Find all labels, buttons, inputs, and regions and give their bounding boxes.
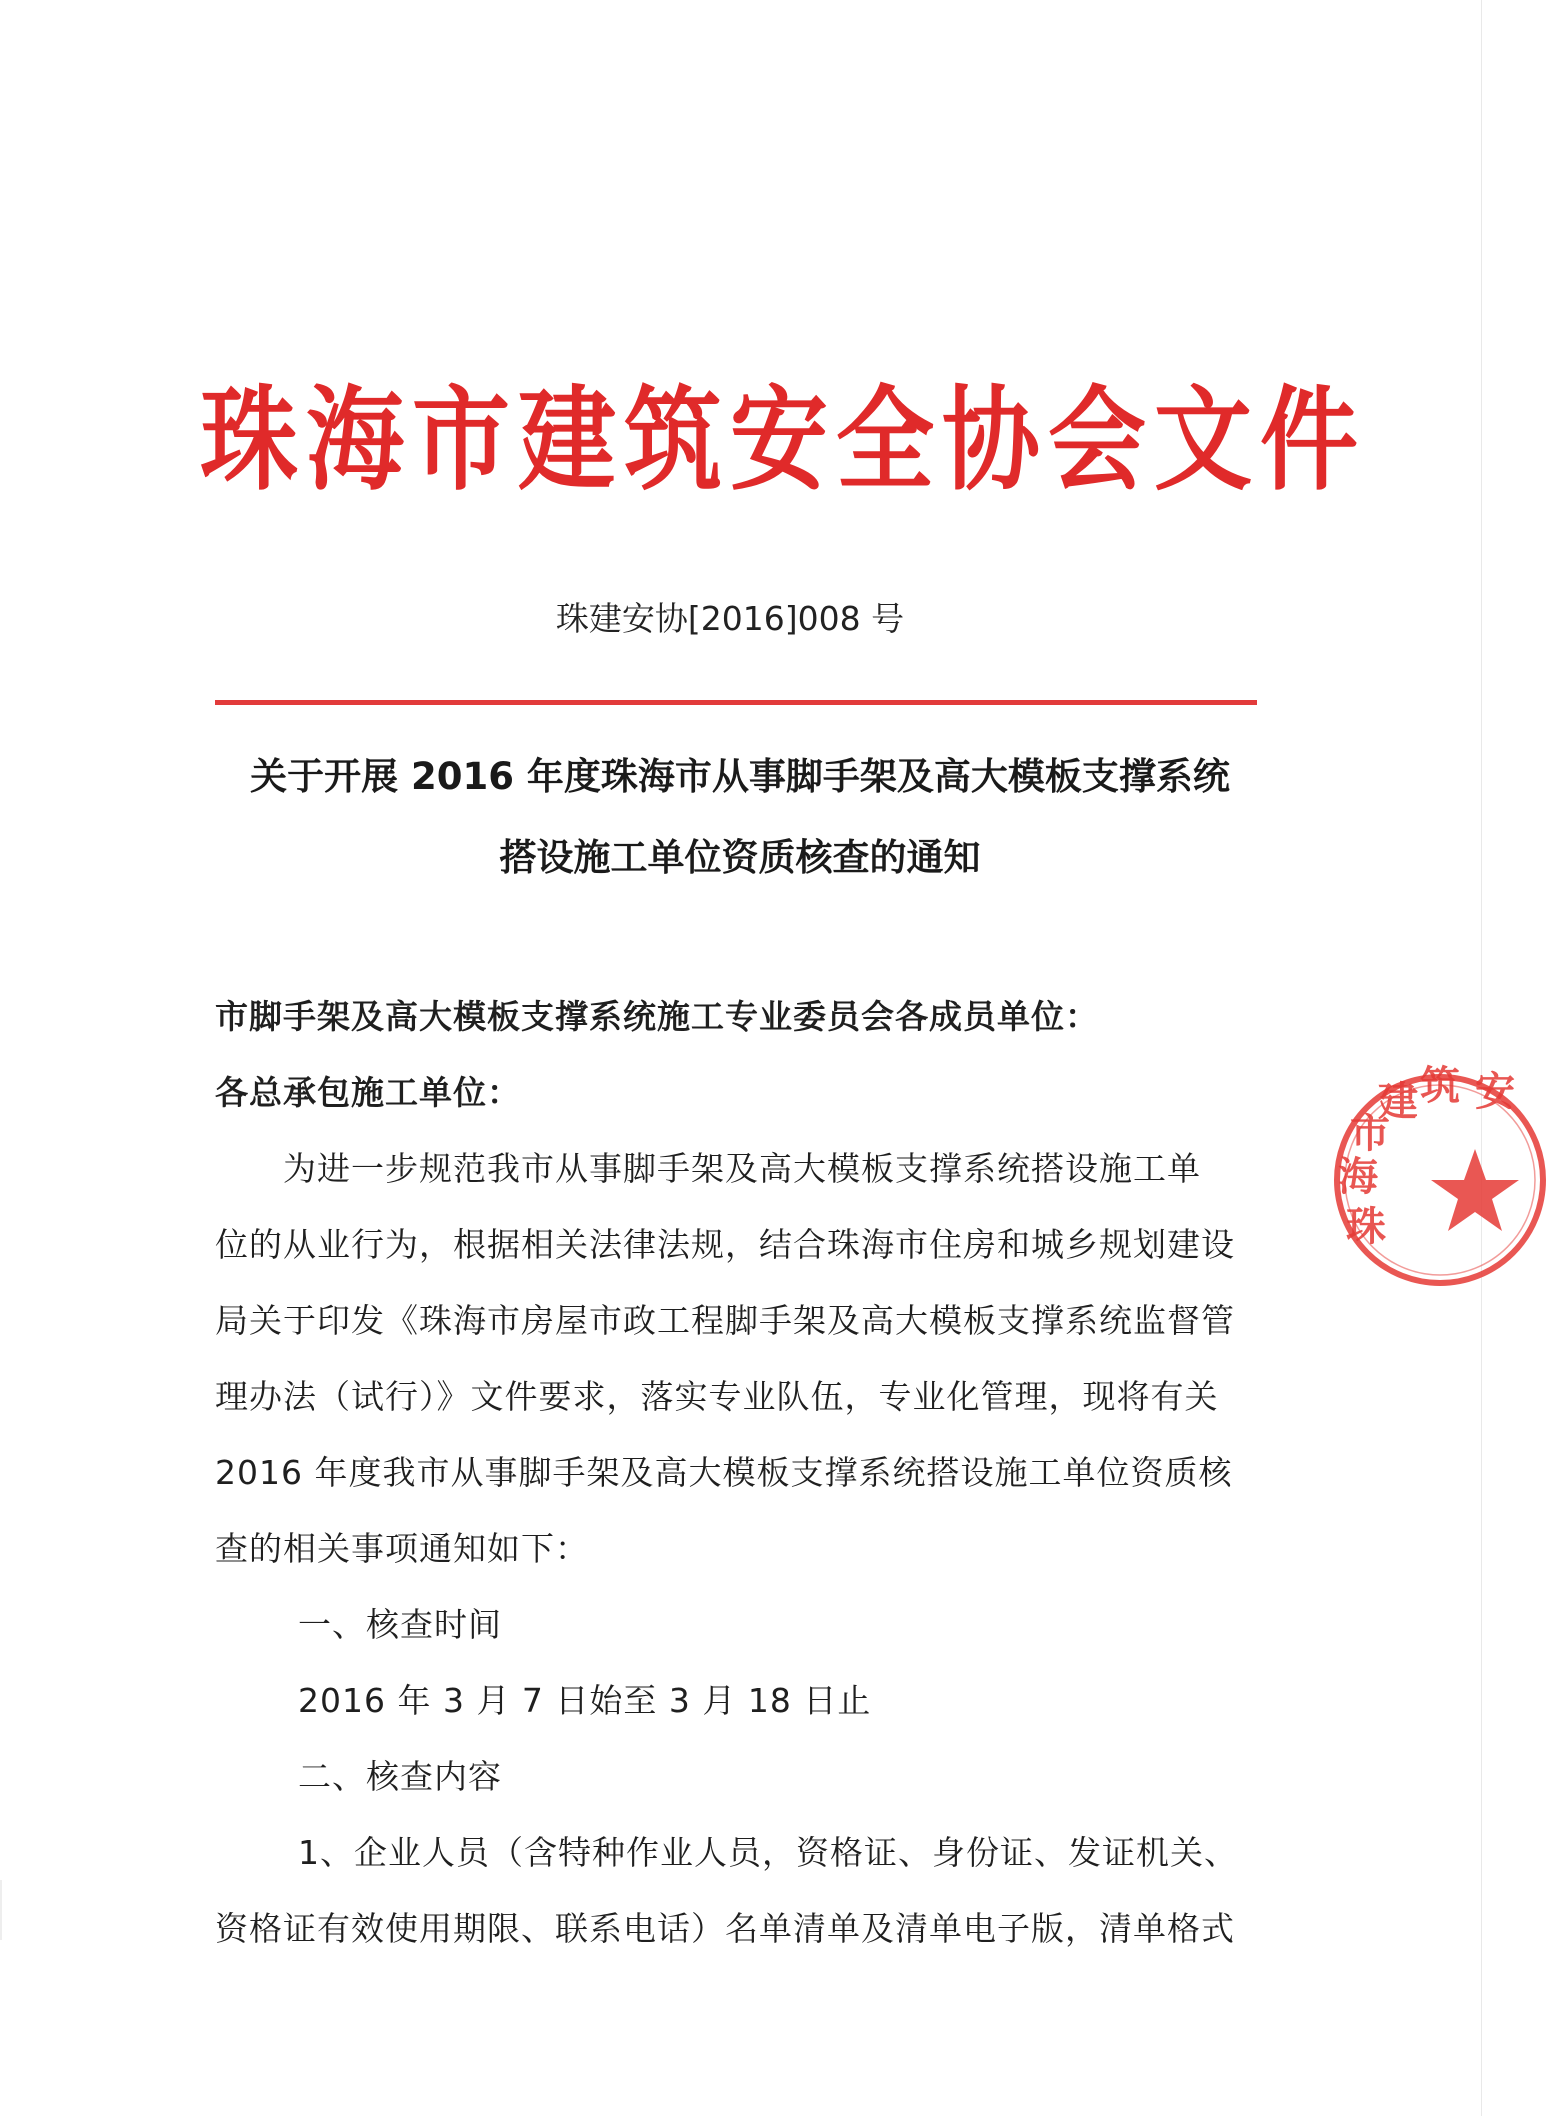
scan-fold-mark xyxy=(0,1880,2,1940)
body-line-6: 查的相关事项通知如下： xyxy=(215,1529,589,1568)
addressee-line-2: 各总承包施工单位： xyxy=(215,1073,521,1112)
svg-text:珠 海 市 建: 珠 海 市 建 筑 安 xyxy=(1338,1062,1515,1250)
body-line-1: 为进一步规范我市从事脚手架及高大模板支撑系统搭设施工单 xyxy=(283,1149,1201,1188)
body-line-3: 局关于印发《珠海市房屋市政工程脚手架及高大模板支撑系统监督管 xyxy=(215,1301,1235,1340)
body-line-5: 2016 年度我市从事脚手架及高大模板支撑系统搭设施工单位资质核 xyxy=(215,1453,1233,1492)
section-2-heading: 二、核查内容 xyxy=(298,1757,502,1796)
section-1-heading: 一、核查时间 xyxy=(298,1605,502,1644)
notice-title-line-2: 搭设施工单位资质核查的通知 xyxy=(499,836,981,879)
item-1-line-1: 1、企业人员（含特种作业人员，资格证、身份证、发证机关、 xyxy=(298,1833,1238,1872)
document-number: 珠建安协[2016]008 号 xyxy=(555,599,905,638)
item-1-line-2: 资格证有效使用期限、联系电话）名单清单及清单电子版，清单格式 xyxy=(215,1909,1235,1948)
notice-title-line-1: 关于开展 2016 年度珠海市从事脚手架及高大模板支撑系统 xyxy=(250,755,1230,798)
section-1-text: 2016 年 3 月 7 日始至 3 月 18 日止 xyxy=(298,1681,872,1720)
official-seal-stamp xyxy=(1325,1062,1555,1295)
red-divider-rule xyxy=(215,700,1257,705)
addressee-line-1: 市脚手架及高大模板支撑系统施工专业委员会各成员单位： xyxy=(215,997,1099,1036)
body-line-4: 理办法（试行）》文件要求，落实专业队伍，专业化管理，现将有关 xyxy=(215,1377,1219,1416)
body-line-2: 位的从业行为，根据相关法律法规，结合珠海市住房和城乡规划建设 xyxy=(215,1225,1235,1264)
scan-edge-line xyxy=(1481,0,1482,2116)
issuing-org-title: 珠海市建筑安全协会文件 xyxy=(200,374,1367,507)
